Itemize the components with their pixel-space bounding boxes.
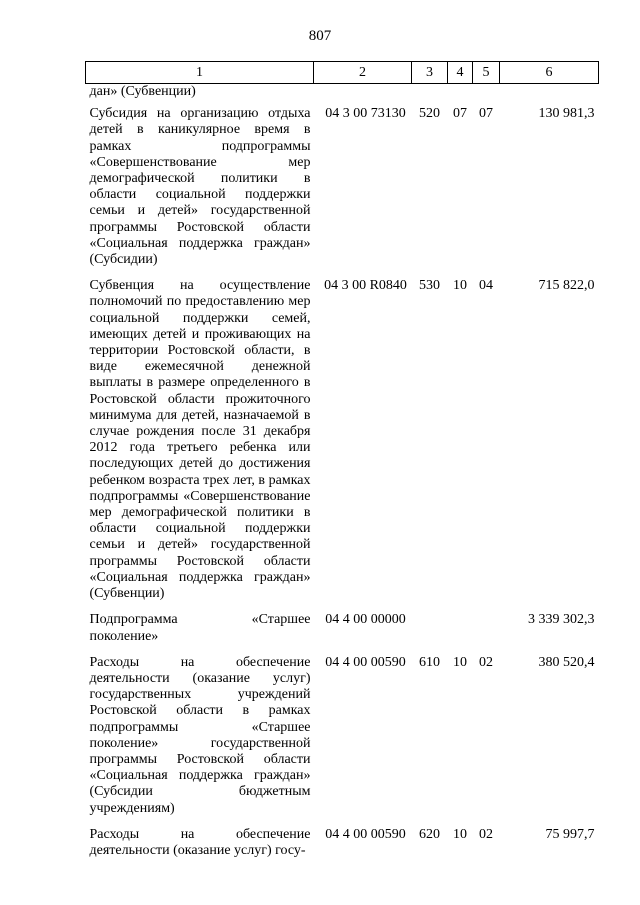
- row-expense-type: 610: [419, 654, 440, 670]
- column-header-3: 3: [412, 62, 448, 84]
- table-row: [86, 612, 599, 654]
- row-expense-type: 530: [419, 278, 440, 294]
- row-name: дан» (Субвенции): [89, 84, 196, 99]
- row-target-code: 04 3 00 R0840: [324, 278, 407, 294]
- row-amount: 75 997,7: [545, 826, 595, 842]
- table-row: [86, 655, 599, 827]
- row-amount: 130 981,3: [538, 106, 595, 122]
- row-name: Субсидия на организацию отдыха детей в каникулярное время в рамках подпрограммы «Совершенствование мер демографической политики в области социальной поддержки семьи и детей» государственной программы Ростовской области «Социальная поддержка граждан» (Субсидии): [89, 106, 311, 268]
- table-row: [86, 84, 599, 107]
- row-amount: 3 339 302,3: [528, 612, 595, 628]
- row-name: Расходы на обеспечение деятельности (оказание услуг) государственных учреждений Ростовской области в рамках подпрограммы «Старшее поколение» государственной программы Ростовской области «Социальная поддержка граждан» (Субсидии бюджетным учреждениям): [89, 654, 311, 816]
- row-expense-type: 520: [419, 106, 440, 122]
- row-section: 10: [453, 654, 467, 670]
- row-expense-type: [412, 84, 448, 107]
- row-expense-type: 620: [419, 826, 440, 842]
- row-section: 10: [453, 826, 467, 842]
- table-row: [86, 106, 599, 278]
- column-header-4: 4: [448, 62, 473, 84]
- row-target-code: 04 4 00 00590: [325, 654, 406, 670]
- row-section: 07: [453, 106, 467, 122]
- row-name: Расходы на обеспечение деятельности (оказание услуг) госу-: [89, 826, 311, 858]
- table-row: [86, 278, 599, 612]
- header-row: [86, 62, 599, 84]
- budget-table: [85, 61, 598, 859]
- row-subsection: 02: [479, 826, 493, 842]
- row-section: [448, 612, 473, 654]
- row-subsection: [473, 84, 500, 107]
- row-subsection: 02: [479, 654, 493, 670]
- row-amount: 715 822,0: [538, 278, 595, 294]
- row-target-code: 04 4 00 00000: [325, 612, 406, 628]
- column-header-1: 1: [86, 62, 314, 84]
- row-amount: [500, 84, 599, 107]
- column-header-2: 2: [314, 62, 412, 84]
- row-amount: 380 520,4: [538, 654, 595, 670]
- row-name: Субвенция на осуществление полномочий по предоставлению мер социальной поддержки семей, имеющих детей и проживающих на территории Ростовской области, в виде ежемесячной денежной выплаты в размере определенного в Ростовской области прожиточного минимума для детей, назначаемой в случае рождения после 31 декабря 2012 года третьего ребенка или последующих детей до достижения ребенком возраста трех лет, в рамках подпрограммы «Совершенствование мер демографической политики в области социальной поддержки семьи и детей» государственной программы Ростовской области «Социальная поддержка граждан» (Субвенции): [89, 278, 311, 602]
- row-section: 10: [453, 278, 467, 294]
- row-subsection: [473, 612, 500, 654]
- page-number: 807: [308, 28, 332, 44]
- column-header-5: 5: [473, 62, 500, 84]
- expenditure-table: [85, 61, 599, 859]
- row-target-code: 04 4 00 00590: [325, 826, 406, 842]
- table-row: [86, 827, 599, 859]
- column-header-6: 6: [500, 62, 599, 84]
- row-section: [448, 84, 473, 107]
- row-name: Подпрограмма «Старшее поколение»: [89, 612, 311, 644]
- row-expense-type: [412, 612, 448, 654]
- row-subsection: 07: [479, 106, 493, 122]
- row-target-code: 04 3 00 73130: [325, 106, 406, 122]
- row-subsection: 04: [479, 278, 493, 294]
- row-target-code: [314, 84, 412, 107]
